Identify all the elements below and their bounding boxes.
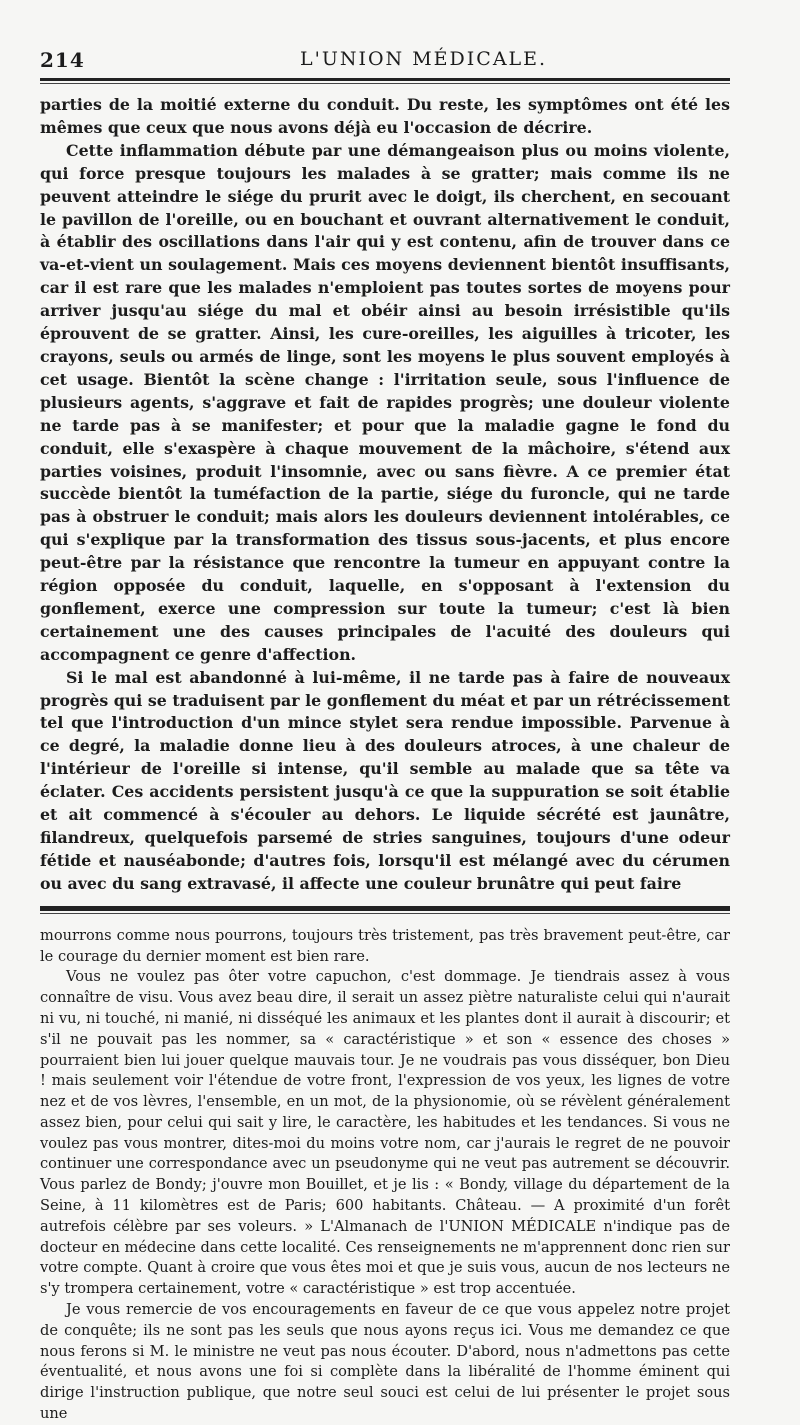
feuilleton-body (40, 926, 730, 1425)
article-paragraph: Cette inflammation débute par une démangeaison plus ou moins violente, qui force presque toujours les malades à se gratter; mais comme ils ne peuvent atteindre le siége du prurit avec le doigt, ils cherchent, en secouant le pavillon de l'oreille, ou en bouchant et ouvrant alternativement le conduit, à établir des oscillations dans l'air qui y est contenu, afin de trouver dans ce va-et-vient un soulagement. Mais ces moyens deviennent bientôt insuffisants, car il est rare que les malades n'emploient pas toutes sortes de moyens pour arriver jusqu'au siége du mal et obéir ainsi au besoin irrésistible qu'ils éprouvent de se gratter. Ainsi, les cure-oreilles, les aiguilles à tricoter, les crayons, seuls ou armés de linge, sont les moyens le plus souvent employés à cet usage. Bientôt la scène change : l'irritation seule, sous l'influence de plusieurs agents, s'aggrave et fait de rapides progrès; une douleur violente ne tarde pas à se manifester; et pour que la maladie gagne le fond du conduit, elle s'exaspère à chaque mouvement de la mâchoire, s'étend aux parties voisines, produit l'insomnie, avec ou sans fièvre. A ce premier état succède bientôt la tuméfaction de la partie, siége du furoncle, qui ne tarde pas à obstruer le conduit; mais alors les douleurs deviennent intolérables, ce qui s'explique par la transformation des tissus sous-jacents, et plus encore peut-être par la résistance que rencontre la tumeur en appuyant contre la région opposée du conduit, laquelle, en s'opposant à l'extension du gonflement, exerce une compression sur toute la tumeur; c'est là bien certainement une des causes principales de l'acuité des douleurs qui accompagnent ce genre d'affection. (40, 140, 730, 664)
page-number: 214 (40, 48, 85, 72)
feuilleton-paragraph: Vous ne voulez pas ôter votre capuchon, c'est dommage. Je tiendrais assez à vous connaître de visu. Vous avez beau dire, il serait un assez piètre naturaliste celui qui n'aurait ni vu, ni touché, ni manié, ni disséqué les animaux et les plantes dont il aurait à discourir; et s'il ne pouvait pas les nommer, sa « caractéristique » et son « essence des choses » pourraient bien lui jouer quelque mauvais tour. Je ne voudrais pas vous disséquer, bon Dieu ! mais seulement voir l'étendue de votre front, l'expression de vos yeux, les lignes de votre nez et de vos lèvres, l'ensemble, en un mot, de la physionomie, où se révèlent généralement assez bien, pour celui qui sait y lire, le caractère, les habitudes et les tendances. Si vous ne voulez pas vous montrer, dites-moi du moins votre nom, car j'aurais le regret de ne pouvoir continuer une correspondance avec un pseudonyme qui ne veut pas autrement se découvrir. Vous parlez de Bondy; j'ouvre mon Bouillet, et je lis : « Bondy, village du département de la Seine, à 11 kilomètres est de Paris; 600 habitants. Château. — A proximité d'un forêt autrefois célèbre par ses voleurs. » L'Almanach de l'UNION MÉDICALE n'indique pas de docteur en médecine dans cette localité. Ces renseignements ne m'apprennent donc rien sur votre compte. Quant à croire que vous êtes moi et que je suis vous, aucun de nos lecteurs ne s'y trompera certainement, votre « caractéristique » est trop accentuée. (40, 968, 730, 1298)
running-head: L'UNION MÉDICALE. (300, 48, 548, 70)
feuilleton-separator (40, 906, 730, 911)
article-body (40, 94, 730, 896)
header-rule-thin (40, 83, 730, 84)
feuilleton-paragraph: Je vous remercie de vos encouragements en faveur de ce que vous appelez notre projet de conquête; ils ne sont pas les seuls que nous ayons reçus ici. Vous me demandez ce que nous ferons si M. le ministre ne veut pas nous écouter. D'abord, nous n'admettons pas cette éventualité, et nous avons une foi si complète dans la libéralité de l'homme éminent qui dirige l'instruction publique, que notre seul souci est celui de lui présenter le projet sous une (40, 1301, 730, 1423)
feuilleton-paragraph: mourrons comme nous pourrons, toujours très tristement, pas très bravement peut-être, car le courage du dernier moment est bien rare. (40, 926, 730, 965)
article-paragraph: Si le mal est abandonné à lui-même, il ne tarde pas à faire de nouveaux progrès qui se traduisent par le gonflement du méat et par un rétrécissement tel que l'introduction d'un mince stylet sera rendue impossible. Parvenue à ce degré, la maladie donne lieu à des douleurs atroces, à une chaleur de l'intérieur de l'oreille si intense, qu'il semble au malade que sa tête va éclater. Ces accidents persistent jusqu'à ce que la suppuration se soit établie et ait commencé à s'écouler au dehors. Le liquide sécrété est jaunâtre, filandreux, quelquefois parsemé de stries sanguines, toujours d'une odeur fétide et nauséabonde; d'autres fois, lorsqu'il est mélangé avec du cérumen ou avec du sang extravasé, il affecte une couleur brunâtre qui peut faire (40, 667, 730, 893)
header-rule (40, 78, 730, 81)
feuilleton-separator-thin (40, 913, 730, 914)
article-paragraph: parties de la moitié externe du conduit. Du reste, les symptômes ont été les mêmes que ceux que nous avons déjà eu l'occasion de décrire. (40, 95, 730, 137)
page-header (40, 40, 730, 74)
